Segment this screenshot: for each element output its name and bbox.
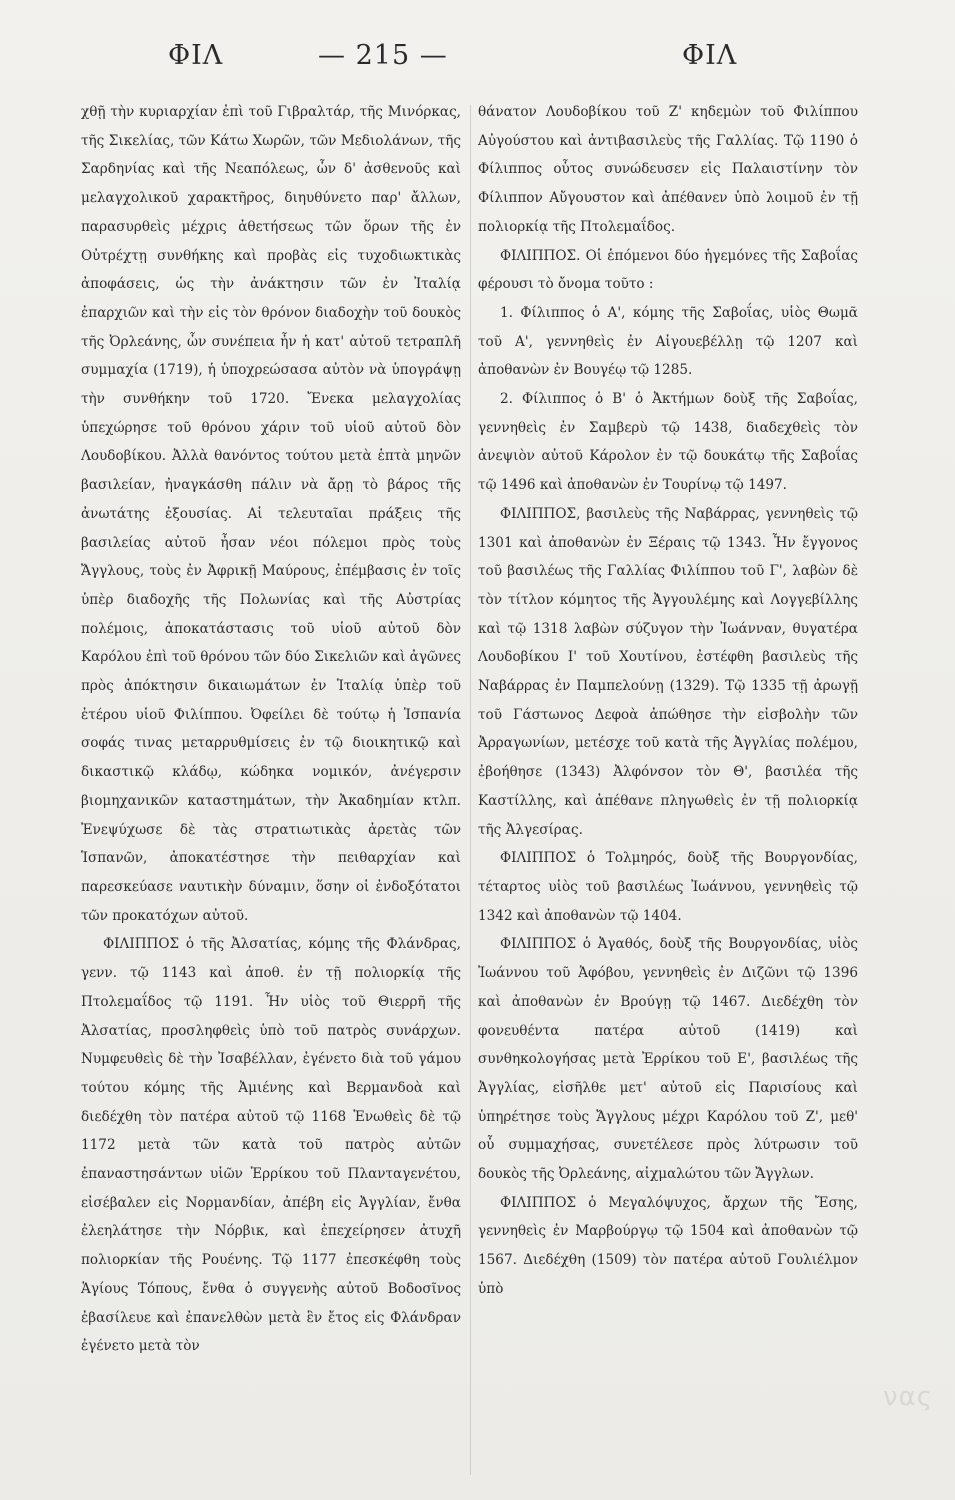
header-right-guideword: ΦΙΛ (682, 40, 738, 71)
watermark: νας (883, 1382, 933, 1412)
page-number: — 215 — (318, 40, 448, 71)
entry-paragraph: ΦΙΛΙΠΠΟΣ, βασιλεὺς τῆς Ναβάρρας, γεννηθεὶς τῷ 1301 καὶ ἀποθανὼν ἐν Ξέραις τῷ 1343. Ἦν ἔγγονος τοῦ βασιλέως τῆς Γαλλίας Φιλίππου τοῦ Γ', λαβὼν δὲ τὸν τίτλον κόμητος τῆς Ἀγγουλέμης καὶ Λογγεβίλλης καὶ τῷ 1318 λαβὼν σύζυγον τὴν Ἰωάνναν, θυγατέρα Λουδοβίκου Ι' τοῦ Χουτίνου, ἐστέφθη βασιλεὺς τῆς Ναβάρρας ἐν Παμπελούνῃ (1329). Τῷ 1335 τῇ ἀρωγῇ τοῦ Γάστωνος Δεφοὰ ἀπώθησε τὴν εἰσβολὴν τῶν Ἀρραγωνίων, μετέσχε τοῦ κατὰ τῆς Ἀγγλίας πολέμου, ἐβοήθησε (1343) Ἀλφόνσον τὸν Θ', βασιλέα τῆς Καστίλλης, καὶ ἀπέθανε πληγωθεὶς ἐν τῇ πολιορκίᾳ τῆς Ἀλγεσίρας. (478, 505, 858, 838)
entry-paragraph: ΦΙΛΙΠΠΟΣ ὁ Ἀγαθός, δοὺξ τῆς Βουργονδίας, υἱὸς Ἰωάννου τοῦ Ἀφόβου, γεννηθεὶς ἐν Διζῶνι τῷ 1396 καὶ ἀποθανὼν ἐν Βρούγῃ τῷ 1467. Διεδέχθη τὸν φονευθέντα πατέρα αὐτοῦ (1419) καὶ συνθηκολογήσας μετὰ Ἐρρίκου τοῦ Ε', βασιλέως τῆς Ἀγγλίας, εἰσῆλθε μετ' αὐτοῦ εἰς Παρισίους καὶ ὑπηρέτησε τοὺς Ἄγγλους μέχρι Καρόλου τοῦ Ζ', μεθ' οὗ συμμαχήσας, συνετέλεσε πρὸς λύτρωσιν τοῦ δουκὸς τῆς Ὀρλεάνης, αἰχμαλώτου τῶν Ἄγγλων. (478, 936, 858, 1183)
entry-paragraph: ΦΙΛΙΠΠΟΣ. Οἱ ἑπόμενοι δύο ἡγεμόνες τῆς Σαβοΐας φέρουσι τὸ ὄνομα τοῦτο : (478, 247, 858, 293)
header-left-guideword: ΦΙΛ (168, 40, 224, 71)
running-header (60, 40, 780, 90)
right-column (478, 98, 858, 1304)
entry-paragraph: ΦΙΛΙΠΠΟΣ ὁ Μεγαλόψυχος, ἄρχων τῆς Ἔσης, γεννηθεὶς ἐν Μαρβούργῳ τῷ 1504 καὶ ἀποθανὼν τῷ 1567. Διεδέχθη (1509) τὸν πατέρα αὐτοῦ Γουλιέλμον ὑπὸ (478, 1194, 858, 1297)
entry-paragraph: ΦΙΛΙΠΠΟΣ ὁ τῆς Ἀλσατίας, κόμης τῆς Φλάνδρας, γενν. τῷ 1143 καὶ ἀποθ. ἐν τῇ πολιορκίᾳ τῆς Πτολεμαΐδος τῷ 1191. Ἦν υἱὸς τοῦ Θιερρῆ τῆς Ἀλσατίας, προσληφθεὶς ὑπὸ τοῦ πατρὸς συνάρχων. Νυμφευθεὶς δὲ τὴν Ἰσαβέλλαν, ἐγένετο διὰ τοῦ γάμου τούτου κόμης τῆς Ἀμιένης καὶ Βερμανδοὰ καὶ διεδέχθη τὸν πατέρα αὐτοῦ τῷ 1168 Ἑνωθεὶς δὲ τῷ 1172 μετὰ τῶν κατὰ τοῦ πατρὸς αὐτῶν ἐπαναστησάντων υἱῶν Ἐρρίκου τοῦ Πλανταγενέτου, εἰσέβαλεν εἰς Νορμανδίαν, ἀπέβη εἰς Ἀγγλίαν, ἔνθα ἐλεηλάτησε τὴν Νόρβικ, καὶ ἐπεχείρησεν ἀτυχῆ πολιορκίαν τῆς Ρουένης. Τῷ 1177 ἐπεσκέφθη τοὺς Ἁγίους Τόπους, ἔνθα ὁ συγγενὴς αὐτοῦ Βοδοσῖνος ἐβασίλευε καὶ ἐπανελθὼν μετὰ ἓν ἔτος εἰς Φλάνδραν ἐγένετο μετὰ τὸν (81, 936, 461, 1355)
entry-paragraph: 2. Φίλιππος ὁ Β' ὁ Ἀκτήμων δοὺξ τῆς Σαβοΐας, γεννηθεὶς ἐν Σαμβερὺ τῷ 1438, διαδεχθεὶς τὸν ἀνεψιὸν αὐτοῦ Κάρολον ἐν τῷ δουκάτῳ τῆς Σαβοΐας τῷ 1496 καὶ ἀποθανὼν ἐν Τουρίνῳ τῷ 1497. (478, 391, 858, 494)
entry-paragraph: 1. Φίλιππος ὁ Α', κόμης τῆς Σαβοΐας, υἱὸς Θωμᾶ τοῦ Α', γεννηθεὶς ἐν Αἰγουεβέλλῃ τῷ 1207 καὶ ἀποθανὼν ἐν Βουγέῳ τῷ 1285. (478, 304, 858, 379)
entry-paragraph: ΦΙΛΙΠΠΟΣ ὁ Τολμηρός, δοὺξ τῆς Βουργονδίας, τέταρτος υἱὸς τοῦ βασιλέως Ἰωάννου, γεννηθεὶς τῷ 1342 καὶ ἀποθανὼν τῷ 1404. (478, 850, 858, 924)
column-divider (470, 105, 471, 1475)
entry-paragraph: θάνατον Λουδοβίκου τοῦ Ζ' κηδεμὼν τοῦ Φιλίππου Αὐγούστου καὶ ἀντιβασιλεὺς τῆς Γαλλίας. Τῷ 1190 ὁ Φίλιππος οὗτος συνώδευσεν εἰς Παλαιστίνην τὸν Φίλιππον Αὔγουστον καὶ ἀπέθανεν ὑπὸ λοιμοῦ ἐν τῇ πολιορκίᾳ τῆς Πτολεμαΐδος. (478, 104, 858, 235)
entry-paragraph: χθῇ τὴν κυριαρχίαν ἐπὶ τοῦ Γιβραλτάρ, τῆς Μινόρκας, τῆς Σικελίας, τῶν Κάτω Χωρῶν, τῶν Μεδιολάνων, τῆς Σαρδηνίας καὶ τῆς Νεαπόλεως, ὧν δ' ἀσθενοῦς καὶ μελαγχολικοῦ χαρακτῆρος, διηυθύνετο παρ' ἄλλων, παρασυρθεὶς μέχρις ἀθετήσεως τῶν ὅρων τῆς ἐν Οὐτρέχτῃ συνθήκης καὶ προβὰς εἰς τυχοδιωκτικὰς ἀποφάσεις, ὡς τὴν ἀνάκτησιν τῶν ἐν Ἰταλίᾳ ἐπαρχιῶν καὶ τὴν εἰς τὸν θρόνον διαδοχὴν τοῦ δουκὸς τῆς Ὀρλεάνης, ὧν συνέπεια ἦν ἡ κατ' αὐτοῦ τετραπλῆ συμμαχία (1719), ἡ ὑποχρεώσασα αὐτὸν νὰ ὑπογράψῃ τὴν συνθήκην τοῦ 1720. Ἔνεκα μελαγχολίας ὑπεχώρησε τοῦ θρόνου χάριν τοῦ υἱοῦ αὐτοῦ δὸν Λουδοβίκου. Ἀλλὰ θανόντος τούτου μετὰ ἑπτὰ μηνῶν βασιλείαν, ἠναγκάσθη πάλιν νὰ ἄρῃ τὸ βάρος τῆς ἀνωτάτης ἐξουσίας. Αἱ τελευταῖαι πράξεις τῆς βασιλείας αὐτοῦ ἦσαν νέοι πόλεμοι πρὸς τοὺς Ἄγγλους, τοὺς ἐν Ἀφρικῇ Μαύρους, ἐπέμβασις ἐν τοῖς ὑπὲρ διαδοχῆς τῆς Πολωνίας καὶ τῆς Αὐστρίας πολέμοις, ἀποκατάστασις τοῦ υἱοῦ αὐτοῦ δὸν Καρόλου ἐπὶ τοῦ θρόνου τῶν δύο Σικελιῶν καὶ ἀγῶνες πρὸς ἀπόκτησιν δικαιωμάτων ἐν Ἰταλίᾳ ὑπὲρ τοῦ ἑτέρου υἱοῦ Φιλίππου. Ὀφείλει δὲ τούτῳ ἡ Ἱσπανία σοφάς τινας μεταρρυθμίσεις ἐν τῷ διοικητικῷ καὶ δικαστικῷ κλάδῳ, κώδηκα νομικόν, ἀνέγερσιν βιομηχανικῶν καταστημάτων, τὴν Ἀκαδημίαν κτλπ. Ἐνεψύχωσε δὲ τὰς στρατιωτικὰς ἀρετὰς τῶν Ἱσπανῶν, ἀποκατέστησε τὴν πειθαρχίαν καὶ παρεσκεύασε ναυτικὴν δύναμιν, ὅσην οἱ ἐνδοξότατοι τῶν προκατόχων αὐτοῦ. (81, 104, 461, 924)
left-column (81, 98, 461, 1361)
